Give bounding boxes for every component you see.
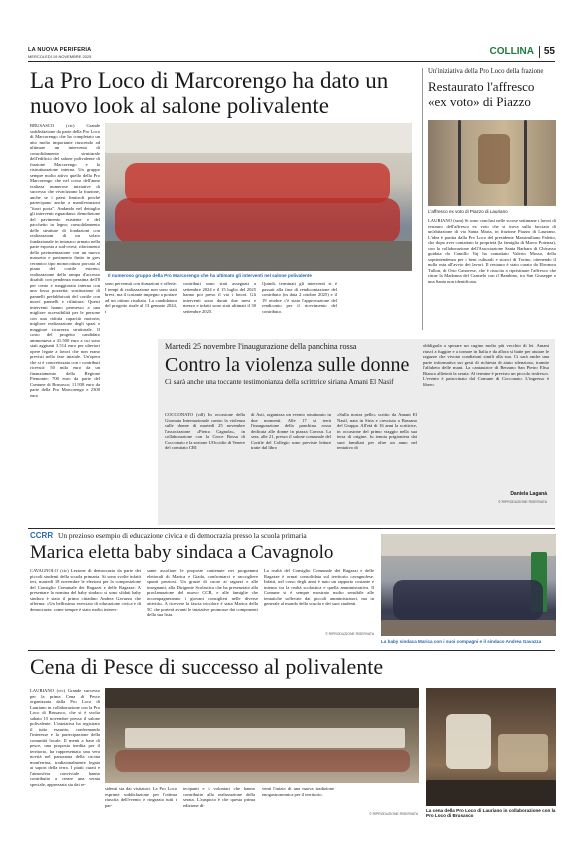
article1-col1: BRUSASCO (ctc) Grande soddisfazione da parte della Pro Loco di Marcorengo che ha completato un atto molto importante riuscendo ad ultimare un intervento di consolidamento strutturale dell'edificio del salone polivalente di frazione Marcorengo e la ristrutturazione interna. Un gruppo sempre molto attivo quello della Pro Marcorengo che nel corso dell'anno realizza numerose iniziative di successo che vivacizzano la frazione, anche se i paesi limitrofi poiché partecipano anche a manifestazioni "fuori porta". Andando nel dettaglio gli interventi riguardano: demolizione del pavimento esistente e del pacchetto in legno; consolidamento delle strutture di fondazioni con realizzazioni di un solaio fondazionale in intonaco armato nella parte esposta a sud-ovest; rifacimento della pavimentazione con un nuovo massetto e pavimento finito in gres ceramico tipo monocottura porcato al piano del cortile esterno; realizzazione della rampa d'accesso disabili con pendenza massima dell'8 per cento e maggiorata interna con una fossa pozzetta; sostituzione di pannelli prefabbricati del cortile con nuovi pannelli e rifinitura. Questi interventi hanno permesso a una migliore accessibilità per le persone con una ridotta capacità motoria; migliore realizzazione degli spazi e maggiore sicurezza strutturale. Il costo del progetto candidato ammontava a 41.500 euro a cui sono stati aggiunti 3.514 euro per ulteriori opere legate a lavori che non erano previsti nella fase iniziale. Un'opera che si è concretizzata con i contributi ricevuti: 50 mila euro da un finanziamento della Regione Piemonte; 700 euro da parte del Comune di Brusasco; 11.938 euro da parte della Pro Marcorengo e 2300 euro — [30, 123, 100, 398]
article3-col1: COCCONATO (cdl) In occasione della Giornata Internazionale contro la violenza sulle donne di martedì 25 novembre l'associazione «Pietra Cagnola», in collaborazione con la Croce Rossa di Cocconato e la sezione UOccidio di Venere del comitato CRI — [165, 412, 245, 450]
article2-body: LAURIANO (ssm) Si sono conclusi nelle scorse settimane i lavori di restauro dell'affresco ex voto che si trova sulla facciata di un'abitazione di via Santa Maria, in frazione Piazzo di Lauriano. L'idea è partita dalla Pro Loco del presidente Massimiliano Faletto, che dopo aver contattato la proprietà (la famiglia di Marco Potenza), con la collaborazione dell'Associazione Santa Barbara di Chivasso guidata da Camillo Vaj ha contattato Valerio Mosso, della soprintendenza per i beni culturali e storici di Torino, ottenendo il nulla osta all'avvio dei lavori. Il restauro è stato curato da Eleonora Tullon, di Orio Canavese, che è riuscita a ripristinare l'affresco che ritrae la Madonna del Carmelo con il Bambino, tra San Giuseppe e una Santa non identificata. — [428, 218, 556, 284]
article5-col2: sidenti sia dai visitatori. La Pro Loco esprime soddisfazione per l'ottima riuscita dell'evento e ringrazia tutti i par- — [105, 786, 177, 808]
article5-col4: venti l'inizio di una nuova tradizione enogastronomica per il territorio. — [262, 786, 334, 797]
header-rule — [28, 61, 555, 62]
article5-reserved: © RIPRODUZIONE RISERVATA — [369, 812, 418, 816]
article3-signature: Daniela Laganà — [510, 491, 547, 497]
article1-col4: Quindi, terminati gli interventi si è passati alla fase di rendicontazione del contributo (in data 2 ottobre 2025) e il 19 ottobre c'è stata l'approvazione del rendiconto per il ricevimento del contributo. — [262, 281, 337, 314]
article4-kicker: Un prezioso esempio di educazione civica e di democrazia presso la scuola primaria — [58, 531, 307, 540]
article5-col1: LAURIANO (ctc) Grande successo per la prima Cena di Pesce organizzata dalla Pro Loco di Lauriano in collaborazione con la Pro Loco di Brusasco, che si è svolta sabato 15 novembre presso il salone polivalente. L'iniziativa ha registrato il tutto esaurito, confermando l'interesse e la partecipazione della comunità locale. Il menù a base di pesce, una proposta inedita per il territorio, ha rappresentato una vera novità nel panorama della cucina monferrina, tradizionalmente legata ai sapori della terra. I piatti curati e l'atmosfera conviviale hanno contribuito a creare una serata speciale, apprezzata sia dai re- — [30, 688, 100, 787]
article4-col2: sante ascoltare le proposte contenute nei programmi elettorali di Marica e Giada, confrontarci e raccogliere spunti preziosi. Un grazie di cuore ai ragazzi e alle insegnanti, alla Dirigente Scolastica che ha presenziato alla proclamazione del nuovo CCR, e alle famiglie che accompagneranno i giovani consiglieri nelle diverse attività». A ricevere la fascia tricolore è stata Marica della 5C che porterà avanti le iniziative promosse dai componenti della sua lista. — [147, 568, 258, 617]
article1-col3: contributi sono stati assegnati a settembre 2024 e il 15 luglio del 2025 hanno poi preso il via i lavori. Gli interventi sono durati due mesi e mezzo e infatti sono stati ultimati il 30 settembre 2025. — [183, 281, 256, 314]
article4-top-rule — [28, 528, 555, 529]
article2-divider — [422, 68, 423, 330]
article3-col2: di Asti, organizza un evento strutturato in due momenti. Alle 17 si terrà l'inaugurazione della panchina rossa dedicata alle donne in piazza Cavour. La sera, alle 21, presso il salone comunale del Cortile del Collegio sono previste letture tratte dal libro — [251, 412, 331, 450]
issue-date: MERCOLEDÌ 19 NOVEMBRE 2025 — [28, 54, 92, 59]
article1-col2: sono pervenuti con donazioni e offerte. I tempi di realizzazione non sono stati brevi, ma il costante impegno a portare ad un ottimo risultato. La candidatura del progetto risale al 13 gennaio 2024, i — [105, 281, 177, 314]
article5-col3: tecipanti e i volontari che hanno contribuito alla realizzazione della serata. L'auspicio è che questa prima edizione di- — [183, 786, 255, 808]
article4-headline: Marica eletta baby sindaca a Cavagnolo — [30, 542, 334, 563]
article3-col3: «Sulla nostra pelle» scritto da Amani El Nasif, nata in Siria e cresciuta a Bassano del Grappa. All'età di 16 anni la scrittrice, in occasione del primo viaggio nella sua terra di origine, fu tenuta prigioniera dai suoi familiari per oltre un anno nel tentativo di — [337, 412, 417, 450]
article4-reserved: © RIPRODUZIONE RISERVATA — [325, 632, 374, 636]
article4-photo-children — [381, 534, 556, 636]
article3-reserved: © RIPRODUZIONE RISERVATA — [498, 500, 547, 504]
article1-headline: La Pro Loco di Marcorengo ha dato un nuovo look al salone polivalente — [30, 68, 389, 118]
article4-tag: CCRR — [30, 531, 54, 540]
section-divider — [539, 46, 540, 58]
article5-top-rule — [28, 650, 555, 651]
section-label: COLLINA — [489, 46, 534, 57]
article3-kicker: Martedì 25 novembre l'inaugurazione della panchina rossa — [165, 342, 357, 351]
article4-col1: CAVAGNOLO (ctc) Lezione di democrazia da parte dei piccoli studenti della scuola primaria. Si sono svolte infatti ieri, martedì 18 novembre le elezioni per la composizione del Consiglio Comunale dei Ragazzi e delle Ragazze. A presentare la nomina del baby sindaco si sono sfidati baby sindaco è stato il primo cittadino Andrea Gavazza che afferma: «Un bellissimo esercizio di educazione civica e di democrazia: come sempre è stato molto interes- — [30, 568, 141, 612]
page-number: 55 — [543, 46, 555, 57]
paper-name: LA NUOVA PERIFERIA — [28, 47, 92, 53]
article5-photo-caption: La cena della Pro Loco di Lauriano in collaborazione con la Pro Loco di Brusasco — [426, 808, 556, 819]
article2-photo-caption: L'affresco ex voto di Piazzo di Lauriano — [428, 209, 508, 214]
article3-col4: obbligarla a sposare un cugino molto più vecchio di lei. Amani riuscì a fuggire e a tornare in Italia e da allora si batte per aiutare le ragazze che vivono condizioni simili alla sua. Ci sarà anche una parte informativa sui gesti di richiesta di aiuto silenzioso, tramite l'alfabeto delle mani. La cantautrice di Berzano San Pietro Elisa Bianco allieterà la serata. Al termine è previsto un piccolo rinfresco. L'evento è patrocinato dal Comune di Cocconato. L'ingresso è libero. — [423, 343, 549, 387]
article5-photo-dinner-2 — [426, 688, 556, 806]
article2-headline: Restaurato l'affresco «ex voto» di Piazzo — [428, 79, 535, 109]
article4-photo-caption: La baby sindaca Marica con i suoi compagni e il sindaco Andrea Gavazza — [381, 639, 542, 644]
article1-photo-group — [105, 123, 412, 271]
article2-photo-fresco — [428, 120, 556, 206]
article4-col3: La realtà del Consiglio Comunale dei Ragazzi e delle Ragazze è ormai consolidata sul territorio cavagnolese. Infatti, nel corso degli anni è nato un rapporto costante e intenso tra la realtà scolastica e quella amministrativa. Il Comune si è sempre mostrato molto sensibile alle tematiche sollevate dai piccoli amministratori, ma in generale al mondo della scuola e dei suoi studenti. — [264, 568, 374, 606]
article5-headline: Cena di Pesce di successo al polivalente — [30, 654, 384, 679]
article1-photo-caption: Il numeroso gruppo della Pro Marcorengo che ha ultimato gli interventi nel salone polivalente — [108, 273, 312, 278]
article5-photo-dinner-1 — [105, 688, 419, 783]
masthead — [28, 47, 188, 59]
article2-kicker: Un'iniziativa della Pro Loco della frazione — [428, 68, 544, 75]
article3-headline: Contro la violenza sulle donne — [165, 354, 410, 376]
article3-subhead: Ci sarà anche una toccante testimonianza della scrittrice siriana Amani El Nasif — [165, 378, 394, 386]
